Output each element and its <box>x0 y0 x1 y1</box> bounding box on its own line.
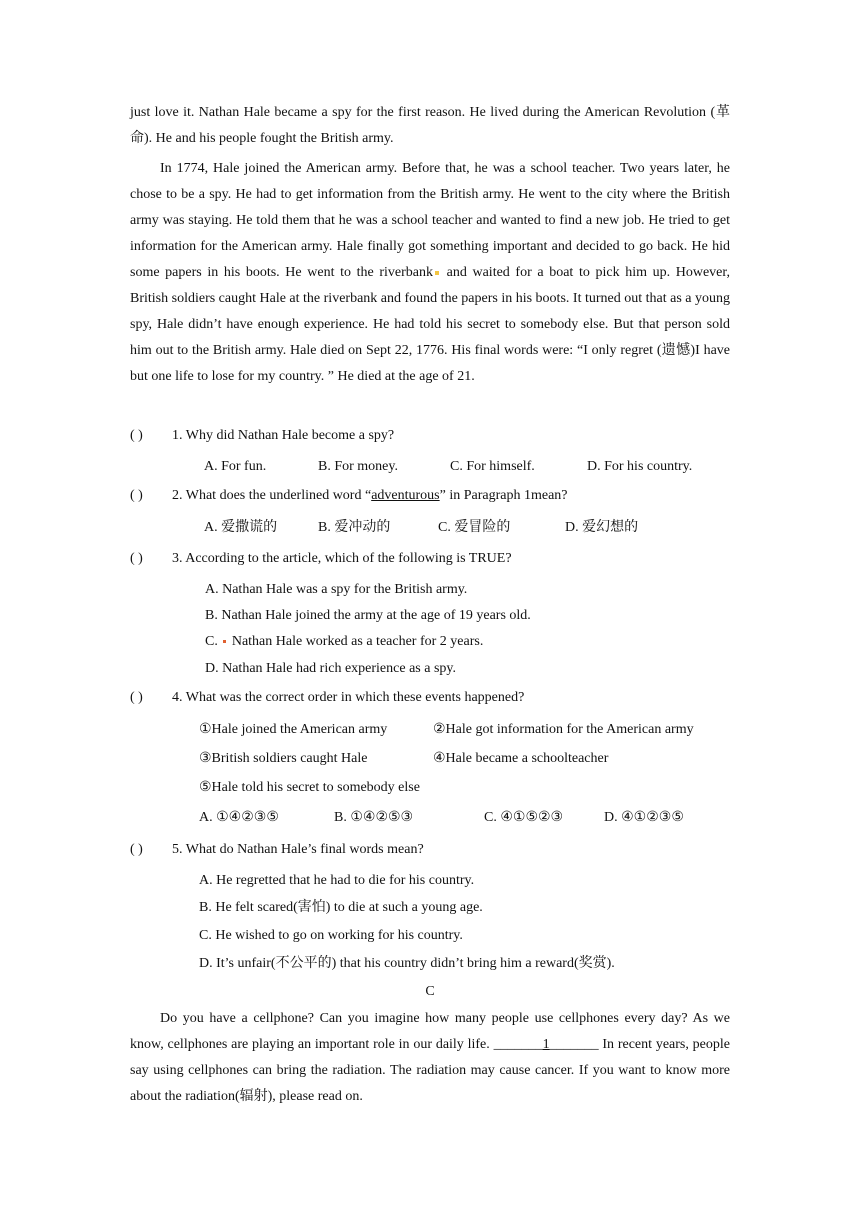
paragraph-2-text-a: In 1774, Hale joined the American army. Before that, he was a school teacher. Two years later, he chose to be a spy. He had to get information from the British army. He went to the city where the British army was staying. He told them that he was a school teacher and wanted to find a new job. He tried to get information for the American army. Hale finally got something important and decided to go back. He hid some papers in his boots. He went to the riverbank <box>130 161 730 280</box>
q2-option-a: A. 爱撒谎的 <box>204 520 278 535</box>
answer-bracket: ( ) <box>130 551 143 566</box>
q1-option-d: D. For his country. <box>587 459 693 474</box>
q4-event-2: ②Hale got information for the American army <box>433 722 694 737</box>
question-4-stem: 4. What was the correct order in which these events happened? <box>172 690 525 705</box>
q2-option-d: D. 爱幻想的 <box>565 520 639 535</box>
q3-option-d: D. Nathan Hale had rich experience as a spy. <box>205 661 456 676</box>
q2-option-c: C. 爱冒险的 <box>438 520 511 535</box>
q4-event-1: ①Hale joined the American army <box>199 722 388 737</box>
question-3 <box>130 546 730 572</box>
q4-event-5: ⑤Hale told his secret to somebody else <box>199 780 420 795</box>
paragraph-2-text-b: and waited for a boat to pick him up. However, British soldiers caught Hale at the riverbank and found the papers in his boots. It turned out that as a young spy, Hale didn’t have enough experience. He had told his secret to somebody else. But that person sold him out to the British army. Hale died on Sept 22, 1776. His final words were: “I only regret (遗憾)I have but one life to lose for my country. ” He died at the age of 21. <box>130 265 730 384</box>
q1-option-a: A. For fun. <box>204 459 267 474</box>
passage-c-text-b: In recent years, people say using cellphones can bring the radiation. The radiation may cause cancer. If you want to know more about the radiation(辐射), please read on. <box>130 1037 730 1104</box>
q4-option-c: C. ④①⑤②③ <box>484 810 564 825</box>
blank-left: _______ <box>493 1037 543 1052</box>
question-2-stem-a: 2. What does the underlined word “ <box>172 488 372 503</box>
answer-bracket: ( ) <box>130 428 143 443</box>
q4-option-d: D. ④①②③⑤ <box>604 810 684 825</box>
small-mark <box>223 640 226 643</box>
q3-option-c-label: C. <box>205 634 222 649</box>
question-1-stem: 1. Why did Nathan Hale become a spy? <box>172 428 395 443</box>
q1-option-b: B. For money. <box>318 459 398 474</box>
q5-option-c: C. He wished to go on working for his country. <box>199 928 463 943</box>
answer-bracket: ( ) <box>130 842 143 857</box>
q5-option-b: B. He felt scared(害怕) to die at such a young age. <box>199 900 483 915</box>
q3-option-a: A. Nathan Hale was a spy for the British army. <box>205 582 468 597</box>
answer-bracket: ( ) <box>130 488 143 503</box>
q4-option-a: A. ①④②③⑤ <box>199 810 279 825</box>
q5-option-a: A. He regretted that he had to die for his country. <box>199 873 475 888</box>
q3-option-b: B. Nathan Hale joined the army at the age of 19 years old. <box>205 608 531 623</box>
q4-event-4: ④Hale became a schoolteacher <box>433 751 609 766</box>
q1-option-c: C. For himself. <box>450 459 535 474</box>
q4-option-b: B. ①④②⑤③ <box>334 810 414 825</box>
question-2 <box>130 483 730 509</box>
underlined-word: adventurous <box>371 488 440 503</box>
answer-bracket: ( ) <box>130 690 143 705</box>
q2-option-b: B. 爱冲动的 <box>318 520 391 535</box>
blank-1 <box>494 1037 599 1052</box>
passage-b-paragraph-1-tail: just love it. Nathan Hale became a spy for the first reason. He lived during the American Revolution (革命). He and his people fought the British army. <box>130 105 730 146</box>
blank-right: _______ <box>549 1037 599 1052</box>
passage-b-paragraph-2 <box>130 156 730 390</box>
question-5-stem: 5. What do Nathan Hale’s final words mean? <box>172 842 424 857</box>
highlight-mark <box>435 271 439 275</box>
q4-event-3: ③British soldiers caught Hale <box>199 751 368 766</box>
section-heading-c: C <box>425 984 435 999</box>
question-2-stem-b: ” in Paragraph 1mean? <box>439 488 568 503</box>
passage-c-text-a: Do you have a cellphone? Can you imagine how many people use cellphones every day? As we know, cellphones are playing an important role in our daily life. <box>130 1011 730 1052</box>
question-4 <box>130 685 730 711</box>
blank-number: 1 <box>542 1037 550 1052</box>
passage-c-paragraph-1 <box>130 1006 730 1110</box>
q3-option-c-text: Nathan Hale worked as a teacher for 2 years. <box>228 634 484 649</box>
question-3-stem: 3. According to the article, which of the following is TRUE? <box>172 551 512 566</box>
q5-option-d: D. It’s unfair(不公平的) that his country didn’t bring him a reward(奖赏). <box>199 956 615 971</box>
q3-option-c <box>205 629 483 655</box>
question-1 <box>130 423 730 449</box>
question-5 <box>130 837 730 863</box>
